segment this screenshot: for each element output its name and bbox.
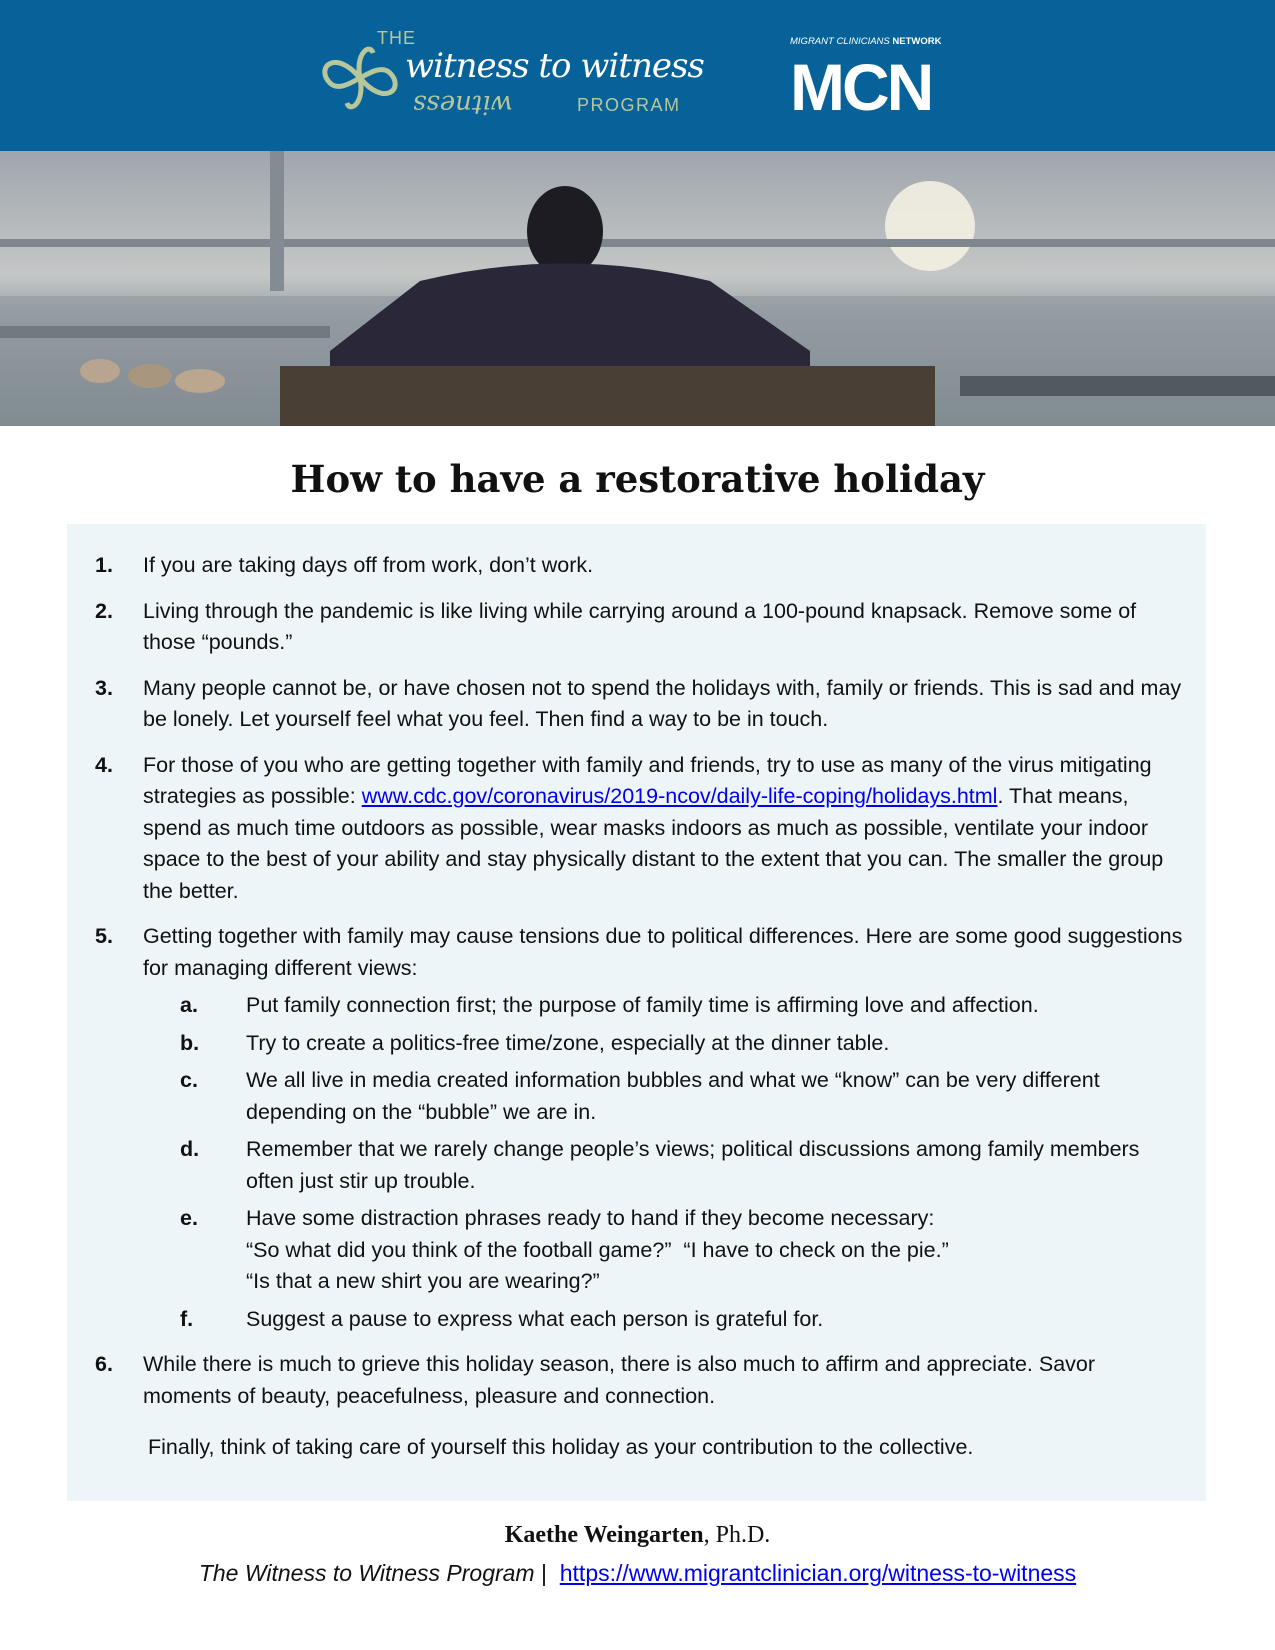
sub-list-item: f. Suggest a pause to express what each person is grateful for.	[180, 1306, 824, 1331]
author-signature: Kaethe Weingarten, Ph.D.	[504, 1522, 771, 1548]
list-item: 5. Getting together with family may cause tensions due to political differences. Here are some good suggestions for managing different views:	[95, 924, 1183, 980]
sub-list	[95, 990, 1186, 1335]
list-item: 6. While there is much to grieve this holiday season, there is also much to affirm and appreciate. Savor moments of beauty, peacefulness, pleasure and connection.	[95, 1352, 1096, 1408]
page-title: How to have a restorative holiday	[290, 457, 985, 501]
list-item: 4. For those of you who are getting together with family and friends, try to use as many of the virus mitigating strategies as possible: www.cdc.gov/coronavirus/2019-ncov/daily-life-coping/holidays.html. That means, spend as much time outdoors as possible, wear masks indoors as much as possible, ventilate your indoor space to the best of your ability and stay physically distant to the extent that you can. The smaller the group the better.	[95, 752, 1164, 903]
list-item: 1. If you are taking days off from work, don’t work.	[95, 553, 594, 577]
footer: The Witness to Witness Program | https://www.migrantclinician.org/witness-to-witness	[198, 1560, 1077, 1586]
knot-icon	[315, 38, 405, 118]
hero-photo	[0, 151, 1275, 426]
sub-list-item: c. We all live in media created information bubbles and what we “know” can be very different depending on the “bubble” we are in.	[180, 1068, 1100, 1124]
header-banner	[0, 0, 1275, 151]
sub-list-item: b. Try to create a politics-free time/zone, especially at the dinner table.	[180, 1030, 890, 1055]
sub-list-item: d. Remember that we rarely change people’s views; political discussions among family members often just stir up trouble.	[180, 1137, 1140, 1193]
sub-list-item: a. Put family connection first; the purpose of family time is affirming love and affection.	[180, 993, 1039, 1017]
sub-list-item: e. Have some distraction phrases ready to hand if they become necessary: “So what did you think of the football game?” “I have to check on the pie.” “Is that a new shirt you are wearing?”	[180, 1206, 949, 1293]
list-item: 2. Living through the pandemic is like living while carrying around a 100-pound knapsack. Remove some of those “pounds.”	[95, 598, 1137, 654]
witness-to-witness-logo: THE witness to witness witness PROGRAM	[315, 28, 755, 124]
tips-box	[67, 524, 1206, 1501]
cdc-link[interactable]: www.cdc.gov/coronavirus/2019-ncov/daily-life-coping/holidays.html	[361, 784, 998, 808]
list-item: 3. Many people cannot be, or have chosen not to spend the holidays with, family or friends. This is sad and may be lonely. Let yourself feel what you feel. Then find a way to be in touch.	[95, 675, 1182, 731]
mcn-logo: MIGRANT CLINICIANS NETWORK MCN	[790, 36, 942, 124]
person-on-bench-image	[0, 151, 1275, 426]
closing-text: Finally, think of taking care of yourself this holiday as your contribution to the collective.	[148, 1435, 974, 1459]
program-url-link[interactable]: https://www.migrantclinician.org/witness-to-witness	[559, 1560, 1077, 1586]
